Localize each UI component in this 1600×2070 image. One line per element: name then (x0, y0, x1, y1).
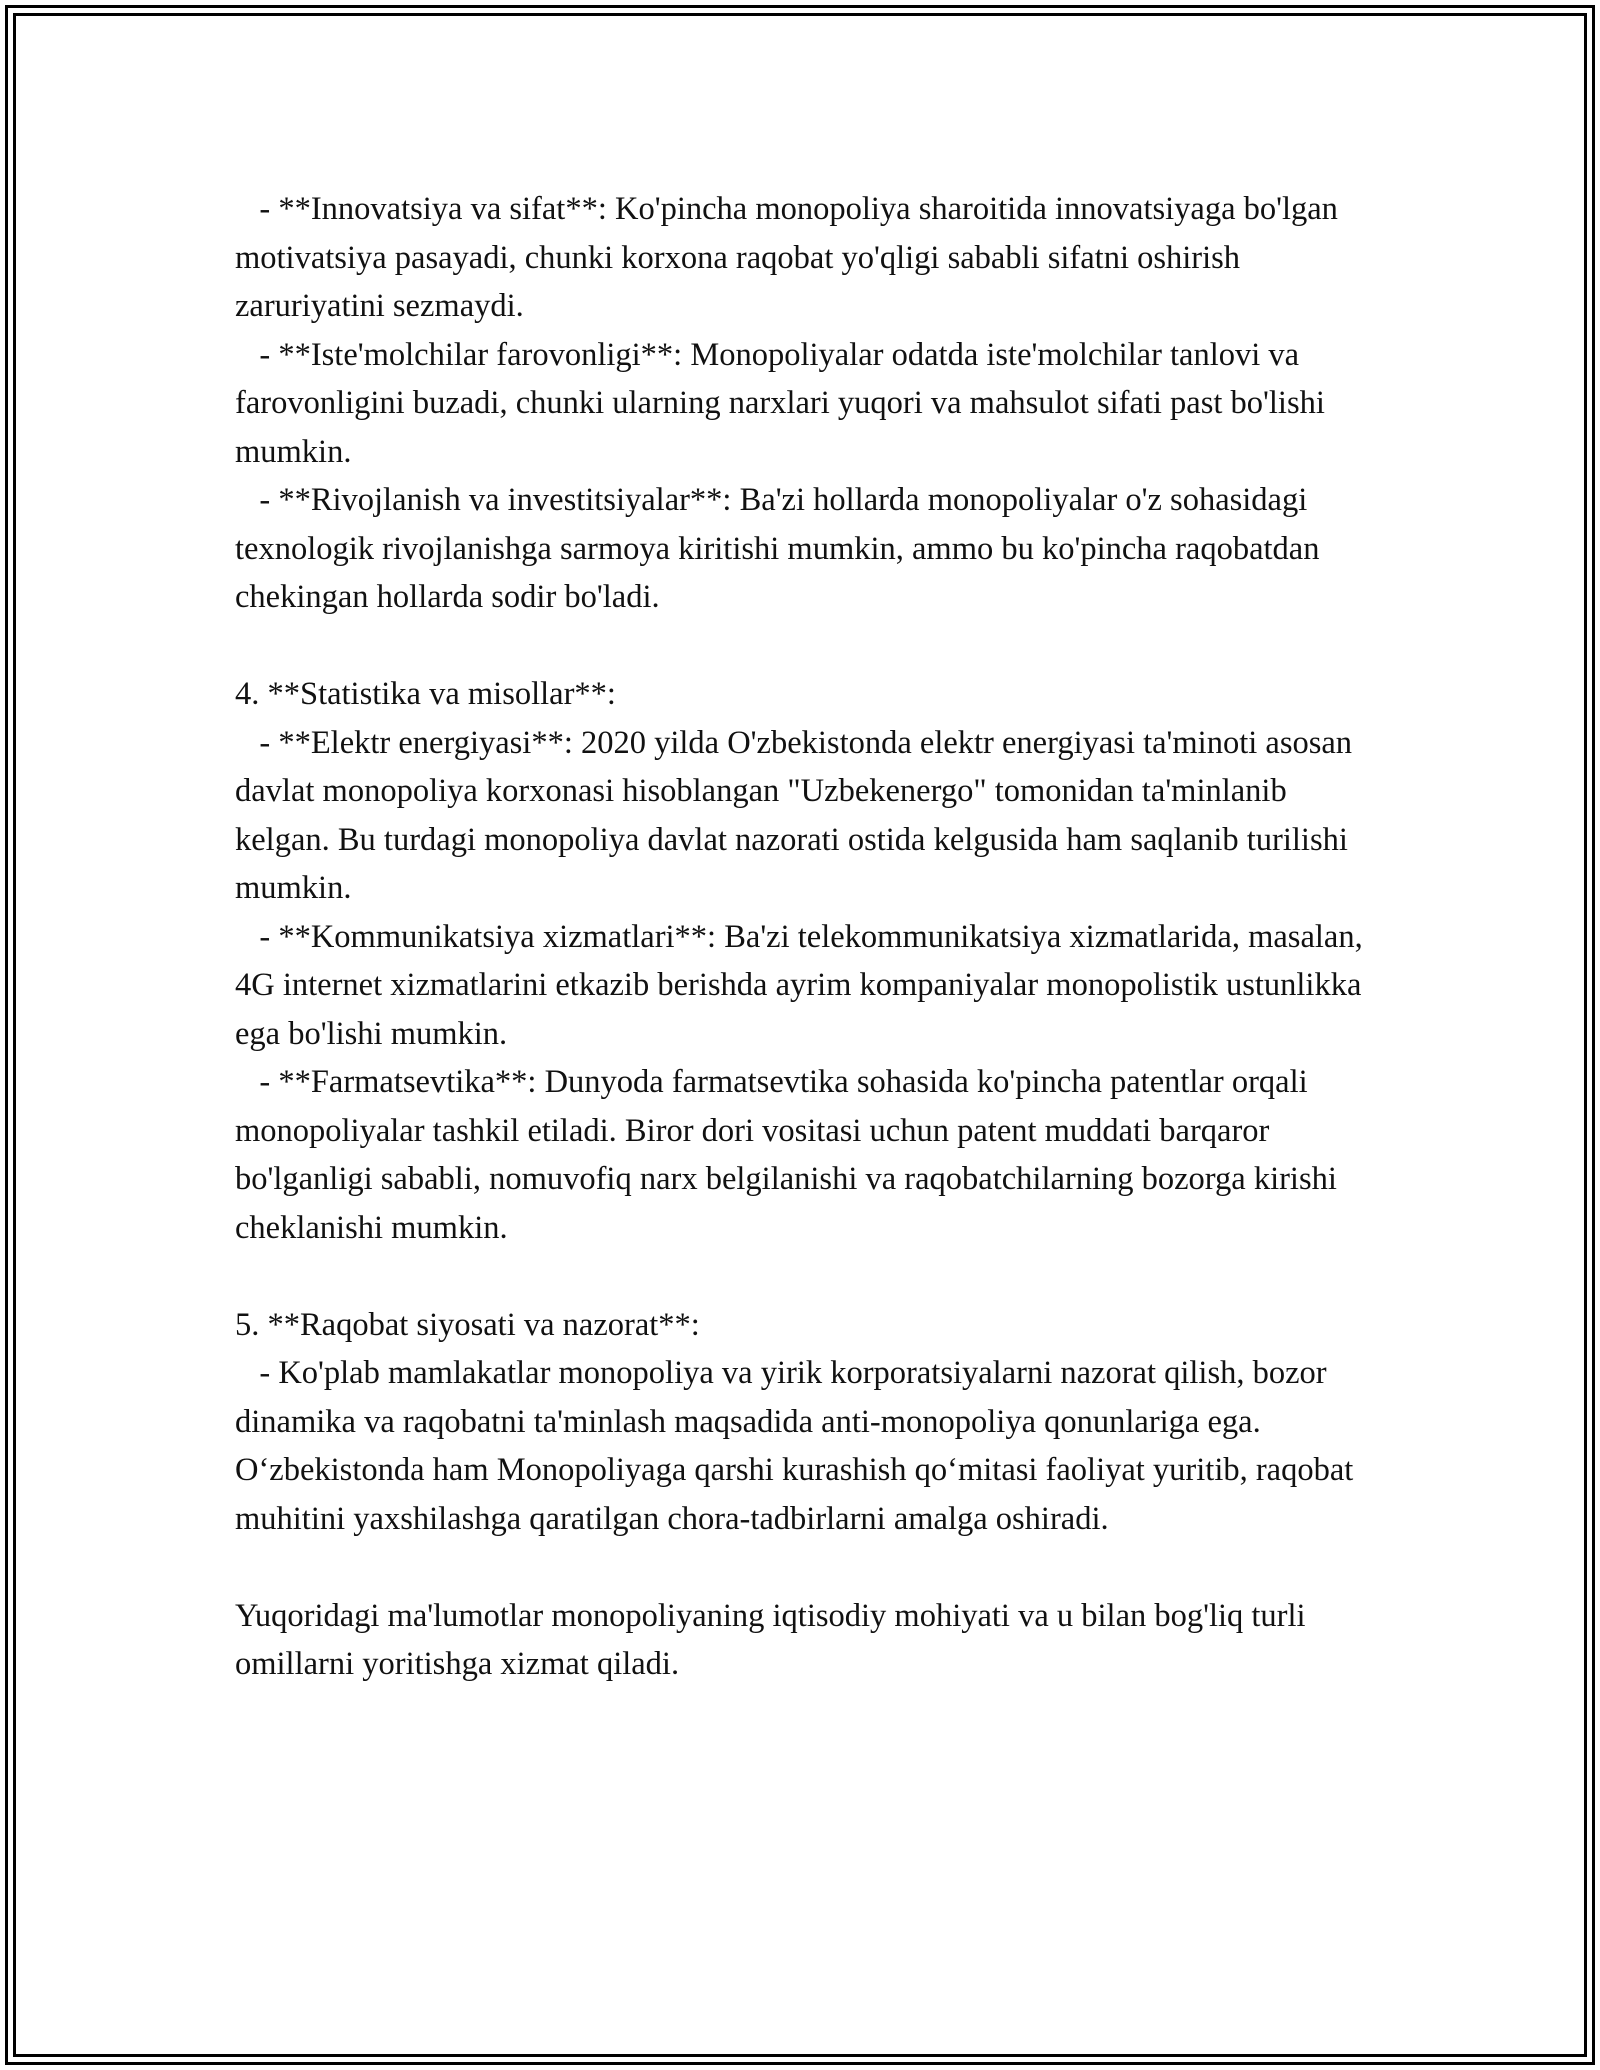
paragraph-consumer-welfare: - **Iste'molchilar farovonligi**: Monopoliyalar odatda iste'molchilar tanlovi va farovonligini buzadi, chunki ularning narxlari yuqori va mahsulot sifati past bo'lishi mumkin. (235, 336, 1334, 470)
paragraph-spacer (235, 622, 1365, 671)
paragraph-antimonopoly-laws: - Ko'plab mamlakatlar monopoliya va yirik korporatsiyalarni nazorat qilish, bozor dinamika va raqobatni ta'minlash maqsadida anti-monopoliya qonunlariga ega. O‘zbekistonda ham Monopoliyaga qarshi kurashish qo‘mitasi faoliyat yuritib, raqobat muhitini yaxshilashga qaratilgan chora-tadbirlarni amalga oshiradi. (235, 1355, 1362, 1537)
paragraph-pharmaceuticals: - **Farmatsevtika**: Dunyoda farmatsevtika sohasida ko'pincha patentlar orqali monopoliyalar tashkil etiladi. Biror dori vositasi uchun patent muddati barqaror bo'lganligi sababli, nomuvofiq narx belgilanishi va raqobatchilarning bozorga kirishi cheklanishi mumkin. (235, 1064, 1346, 1246)
paragraph-innovation-quality: - **Innovatsiya va sifat**: Ko'pincha monopoliya sharoitida innovatsiyaga bo'lgan motivatsiya pasayadi, chunki korxona raqobat yo'qligi sababli sifatni oshirish zaruriyatini sezmaydi. (235, 191, 1347, 324)
paragraph-development-investment: - **Rivojlanish va investitsiyalar**: Ba'zi hollarda monopoliyalar o'z sohasidagi texnologik rivojlanishga sarmoya kiritishi mumkin, ammo bu ko'pincha raqobatdan chekingan hollarda sodir bo'ladi. (235, 482, 1328, 615)
document-body (235, 185, 1371, 1689)
paragraph-electricity: - **Elektr energiyasi**: 2020 yilda O'zbekistonda elektr energiyasi ta'minoti asosan davlat monopoliya korxonasi hisoblangan "Uzbekenergo" tomonidan ta'minlanib kelgan. Bu turdagi monopoliya davlat nazorati ostida kelgusida ham saqlanib turilishi mumkin. (235, 724, 1361, 906)
section-heading-statistics: 4. **Statistika va misollar**: (235, 676, 616, 712)
section-heading-competition-policy: 5. **Raqobat siyosati va nazorat**: (235, 1306, 700, 1343)
paragraph-conclusion: Yuqoridagi ma'lumotlar monopoliyaning iqtisodiy mohiyati va u bilan bog'liq turli omillarni yoritishga xizmat qiladi. (235, 1597, 1314, 1682)
paragraph-spacer (235, 1252, 1365, 1301)
paragraph-communication-services: - **Kommunikatsiya xizmatlari**: Ba'zi telekommunikatsiya xizmatlarida, masalan, 4G internet xizmatlarini etkazib berishda ayrim kompaniyalar monopolistik ustunlikka ega bo'lishi mumkin. (235, 918, 1371, 1052)
paragraph-spacer (235, 1543, 1365, 1592)
